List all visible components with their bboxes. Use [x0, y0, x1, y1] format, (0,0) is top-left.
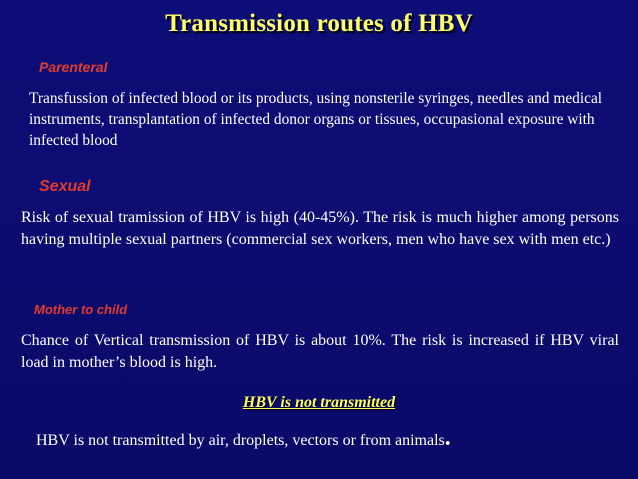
not-transmitted-text: HBV is not transmitted by air, droplets, vectors or from animals [36, 432, 445, 449]
mother-to-child-text: Chance of Vertical transmission of HBV is about 10%. The risk is increased if HBV viral load in mother’s blood is high. [21, 332, 619, 371]
mother-to-child-heading: Mother to child [34, 302, 128, 317]
end-mark: . [444, 425, 451, 451]
sexual-heading: Sexual [39, 178, 91, 195]
not-transmitted-heading: HBV is not transmitted [242, 394, 396, 411]
parenteral-text: Transfussion of infected blood or its products, using nonsterile syringes, needles and medical instruments, transplantation of infected donor organs or tissues, occupasional exposure with infected blood [29, 90, 603, 149]
not-transmitted-paragraph [36, 425, 626, 452]
parenteral-heading: Parenteral [39, 59, 108, 75]
slide-title: Transmission routes of HBV [165, 10, 473, 37]
sexual-text: Risk of sexual tramission of HBV is high (40-45%). The risk is much higher among persons having multiple sexual partners (commercial sex workers, men who have sex with men etc.) [21, 209, 619, 248]
